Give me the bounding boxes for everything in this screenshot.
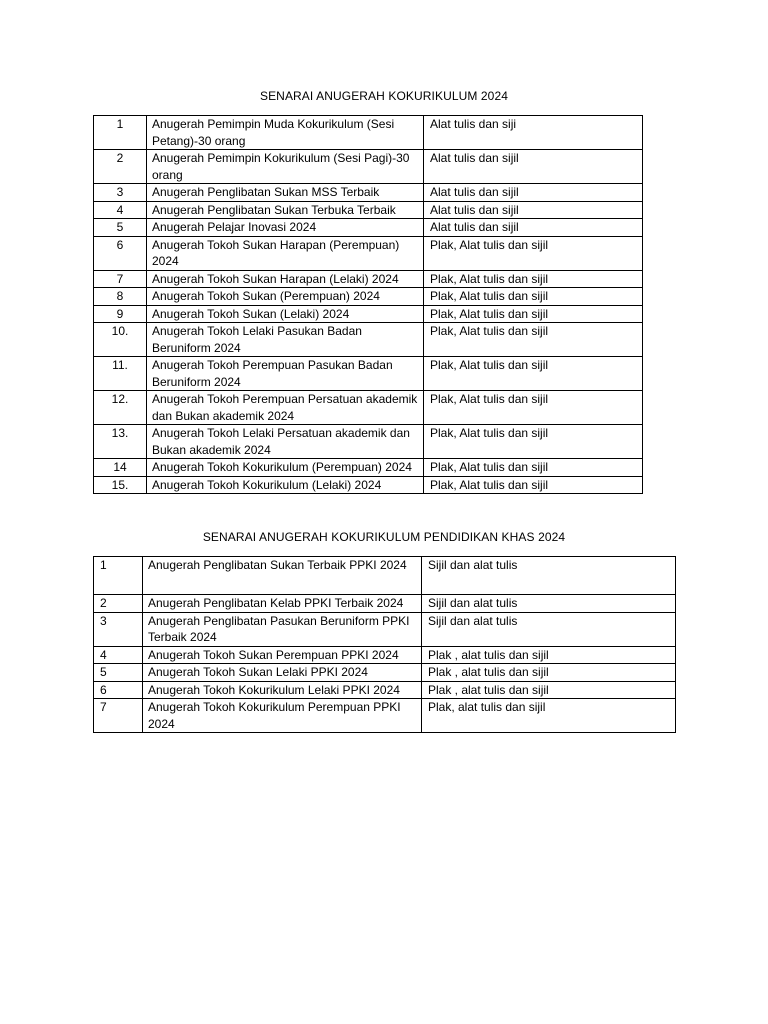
award-name: Anugerah Pemimpin Kokurikulum (Sesi Pagi)-30 orang — [147, 150, 424, 184]
award-prize: Plak, Alat tulis dan sijil — [424, 288, 643, 306]
row-number: 2 — [94, 150, 147, 184]
award-table-kokurikulum — [93, 115, 643, 494]
award-prize: Plak, Alat tulis dan sijil — [424, 476, 643, 494]
award-name: Anugerah Tokoh Lelaki Persatuan akademik dan Bukan akademik 2024 — [147, 425, 424, 459]
row-number: 6 — [94, 681, 143, 699]
award-name: Anugerah Tokoh Kokurikulum (Lelaki) 2024 — [147, 476, 424, 494]
table-row — [94, 646, 676, 664]
table-row — [94, 184, 643, 202]
award-prize: Alat tulis dan siji — [424, 116, 643, 150]
table-row — [94, 323, 643, 357]
award-name: Anugerah Tokoh Sukan (Lelaki) 2024 — [147, 305, 424, 323]
row-number: 9 — [94, 305, 147, 323]
row-number: 1 — [94, 116, 147, 150]
row-number: 4 — [94, 201, 147, 219]
award-prize: Sijil dan alat tulis — [422, 612, 676, 646]
table-row — [94, 116, 643, 150]
table-row — [94, 270, 643, 288]
award-name: Anugerah Tokoh Sukan Harapan (Perempuan) 2024 — [147, 236, 424, 270]
award-prize: Plak, Alat tulis dan sijil — [424, 270, 643, 288]
award-name: Anugerah Tokoh Sukan Lelaki PPKI 2024 — [143, 664, 422, 682]
award-name: Anugerah Tokoh Lelaki Pasukan Badan Beruniform 2024 — [147, 323, 424, 357]
award-prize: Sijil dan alat tulis — [422, 595, 676, 613]
award-prize: Plak , alat tulis dan sijil — [422, 664, 676, 682]
award-prize: Plak, Alat tulis dan sijil — [424, 305, 643, 323]
row-number: 7 — [94, 270, 147, 288]
table-row — [94, 699, 676, 733]
table-row — [94, 201, 643, 219]
award-name: Anugerah Penglibatan Sukan Terbuka Terbaik — [147, 201, 424, 219]
award-prize: Plak, Alat tulis dan sijil — [424, 236, 643, 270]
award-prize: Alat tulis dan sijil — [424, 201, 643, 219]
row-number: 1 — [94, 557, 143, 595]
table-row — [94, 425, 643, 459]
award-prize: Plak, Alat tulis dan sijil — [424, 391, 643, 425]
award-prize: Plak, Alat tulis dan sijil — [424, 323, 643, 357]
table-row — [94, 557, 676, 595]
row-number: 8 — [94, 288, 147, 306]
award-prize: Plak , alat tulis dan sijil — [422, 681, 676, 699]
award-name: Anugerah Penglibatan Sukan MSS Terbaik — [147, 184, 424, 202]
table-row — [94, 288, 643, 306]
table-row — [94, 391, 643, 425]
row-number: 15. — [94, 476, 147, 494]
award-name: Anugerah Tokoh Kokurikulum Lelaki PPKI 2024 — [143, 681, 422, 699]
award-name: Anugerah Tokoh Perempuan Persatuan akademik dan Bukan akademik 2024 — [147, 391, 424, 425]
award-name: Anugerah Penglibatan Kelab PPKI Terbaik 2024 — [143, 595, 422, 613]
row-number: 3 — [94, 184, 147, 202]
table-row — [94, 219, 643, 237]
award-name: Anugerah Tokoh Kokurikulum (Perempuan) 2024 — [147, 459, 424, 477]
row-number: 13. — [94, 425, 147, 459]
award-name: Anugerah Pelajar Inovasi 2024 — [147, 219, 424, 237]
award-name: Anugerah Tokoh Sukan Perempuan PPKI 2024 — [143, 646, 422, 664]
award-name: Anugerah Pemimpin Muda Kokurikulum (Sesi Petang)-30 orang — [147, 116, 424, 150]
table-row — [94, 612, 676, 646]
table-row — [94, 681, 676, 699]
award-name: Anugerah Tokoh Sukan (Perempuan) 2024 — [147, 288, 424, 306]
table-row — [94, 150, 643, 184]
row-number: 5 — [94, 219, 147, 237]
row-number: 10. — [94, 323, 147, 357]
award-prize: Plak, Alat tulis dan sijil — [424, 357, 643, 391]
award-prize: Alat tulis dan sijil — [424, 150, 643, 184]
table-row — [94, 664, 676, 682]
table-row — [94, 236, 643, 270]
table-row — [94, 357, 643, 391]
table-row — [94, 595, 676, 613]
table-row — [94, 305, 643, 323]
row-number: 12. — [94, 391, 147, 425]
award-prize: Plak, Alat tulis dan sijil — [424, 425, 643, 459]
award-prize: Sijil dan alat tulis — [422, 557, 676, 595]
award-table-pendidikan-khas — [93, 556, 676, 733]
row-number: 11. — [94, 357, 147, 391]
table-row — [94, 476, 643, 494]
award-name: Anugerah Tokoh Sukan Harapan (Lelaki) 2024 — [147, 270, 424, 288]
award-name: Anugerah Tokoh Perempuan Pasukan Badan Beruniform 2024 — [147, 357, 424, 391]
award-prize: Plak , alat tulis dan sijil — [422, 646, 676, 664]
row-number: 2 — [94, 595, 143, 613]
row-number: 7 — [94, 699, 143, 733]
award-prize: Plak, alat tulis dan sijil — [422, 699, 676, 733]
row-number: 5 — [94, 664, 143, 682]
row-number: 4 — [94, 646, 143, 664]
row-number: 6 — [94, 236, 147, 270]
award-prize: Alat tulis dan sijil — [424, 184, 643, 202]
section-2-title: SENARAI ANUGERAH KOKURIKULUM PENDIDIKAN KHAS 2024 — [202, 530, 566, 544]
award-prize: Plak, Alat tulis dan sijil — [424, 459, 643, 477]
section-1-title: SENARAI ANUGERAH KOKURIKULUM 2024 — [259, 89, 509, 103]
row-number: 14 — [94, 459, 147, 477]
award-name: Anugerah Tokoh Kokurikulum Perempuan PPKI 2024 — [143, 699, 422, 733]
award-prize: Alat tulis dan sijil — [424, 219, 643, 237]
table-row — [94, 459, 643, 477]
award-name: Anugerah Penglibatan Pasukan Beruniform PPKI Terbaik 2024 — [143, 612, 422, 646]
award-name: Anugerah Penglibatan Sukan Terbaik PPKI 2024 — [143, 557, 422, 595]
row-number: 3 — [94, 612, 143, 646]
